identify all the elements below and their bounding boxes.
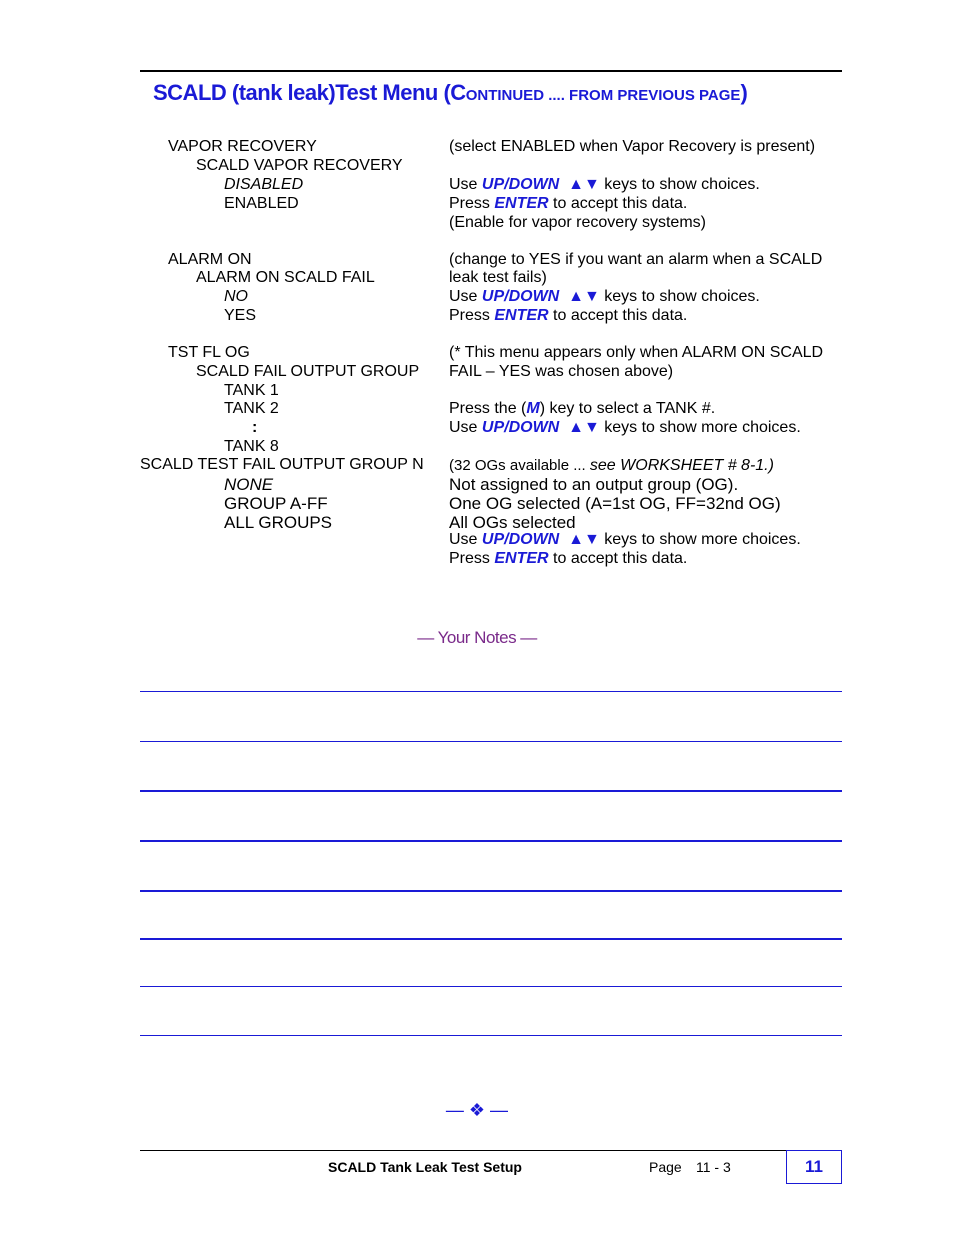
option-group-a-ff: GROUP A-FF xyxy=(224,494,328,513)
menu-scald-fail-output-group: SCALD FAIL OUTPUT GROUP xyxy=(196,363,420,380)
footer-page-label: Page xyxy=(649,1159,682,1175)
notes-line xyxy=(140,790,842,792)
up-down-arrows-icon: ▲▼ xyxy=(568,288,600,305)
desc-one-og: One OG selected (A=1st OG, FF=32nd OG) xyxy=(449,494,781,513)
chapter-number: 11 xyxy=(805,1157,823,1176)
up-down-arrows-icon: ▲▼ xyxy=(568,419,600,436)
menu-tst-fl-og: TST FL OG xyxy=(168,344,250,361)
og-note-1: (* This menu appears only when ALARM ON SCALD xyxy=(449,344,824,361)
tank-use-line: Use UP/DOWN ▲▼ keys to show more choices. xyxy=(449,419,801,436)
menu-alarm-on: ALARM ON xyxy=(168,251,252,268)
vr-press-line: Press ENTER to accept this data. xyxy=(449,195,688,212)
vr-enable-note: (Enable for vapor recovery systems) xyxy=(449,214,706,231)
footer-section-title: SCALD Tank Leak Test Setup xyxy=(328,1159,522,1175)
menu-scald-test-fail-og-n: SCALD TEST FAIL OUTPUT GROUP N xyxy=(140,456,424,473)
og-use-line: Use UP/DOWN ▲▼ keys to show more choices. xyxy=(449,531,801,548)
tank-select-line: Press the (M) key to select a TANK #. xyxy=(449,400,716,417)
ellipsis-colon: : xyxy=(252,419,258,436)
up-down-arrows-icon: ▲▼ xyxy=(568,176,600,193)
header-rule xyxy=(140,70,842,72)
menu-vapor-recovery: VAPOR RECOVERY xyxy=(168,138,317,155)
alarm-use-line: Use UP/DOWN ▲▼ keys to show choices. xyxy=(449,288,760,305)
option-no: NO xyxy=(224,288,248,305)
notes-line xyxy=(140,691,842,692)
option-tank-2: TANK 2 xyxy=(224,400,279,417)
menu-alarm-on-scald-fail: ALARM ON SCALD FAIL xyxy=(196,269,375,286)
option-tank-8: TANK 8 xyxy=(224,438,279,455)
up-down-arrows-icon: ▲▼ xyxy=(568,531,600,548)
og-note-2: FAIL – YES was chosen above) xyxy=(449,363,674,380)
menu-scald-vapor-recovery: SCALD VAPOR RECOVERY xyxy=(196,157,403,174)
og-available-line: (32 OGs available ... see WORKSHEET # 8-1.) xyxy=(449,457,774,474)
alarm-note-1: (change to YES if you want an alarm when a SCALD xyxy=(449,251,823,268)
notes-line xyxy=(140,986,842,987)
page-title: SCALD (tank leak)Test Menu (CONTINUED .... FROM PREVIOUS PAGE) xyxy=(153,80,748,105)
notes-line xyxy=(140,840,842,842)
alarm-note-2: leak test fails) xyxy=(449,269,547,286)
notes-line xyxy=(140,1035,842,1036)
vr-note: (select ENABLED when Vapor Recovery is present) xyxy=(449,138,816,155)
alarm-press-line: Press ENTER to accept this data. xyxy=(449,307,688,324)
og-press-line: Press ENTER to accept this data. xyxy=(449,550,688,567)
option-yes: YES xyxy=(224,307,257,324)
vr-use-line: Use UP/DOWN ▲▼ keys to show choices. xyxy=(449,176,760,193)
footer-rule xyxy=(140,1150,786,1151)
desc-not-assigned: Not assigned to an output group (OG). xyxy=(449,475,739,494)
your-notes-heading: — Your Notes — xyxy=(417,628,537,647)
desc-all-ogs: All OGs selected xyxy=(449,513,576,532)
option-none: NONE xyxy=(224,475,274,494)
chapter-tab xyxy=(786,1150,842,1184)
ornament-divider: — ❖ — xyxy=(445,1100,509,1120)
option-enabled: ENABLED xyxy=(224,195,299,212)
option-disabled: DISABLED xyxy=(224,176,304,193)
option-tank-1: TANK 1 xyxy=(224,382,279,399)
notes-line xyxy=(140,741,842,742)
notes-line xyxy=(140,938,842,940)
notes-line xyxy=(140,890,842,892)
option-all-groups: ALL GROUPS xyxy=(224,513,333,532)
footer-page-number: 11 - 3 xyxy=(696,1159,731,1175)
